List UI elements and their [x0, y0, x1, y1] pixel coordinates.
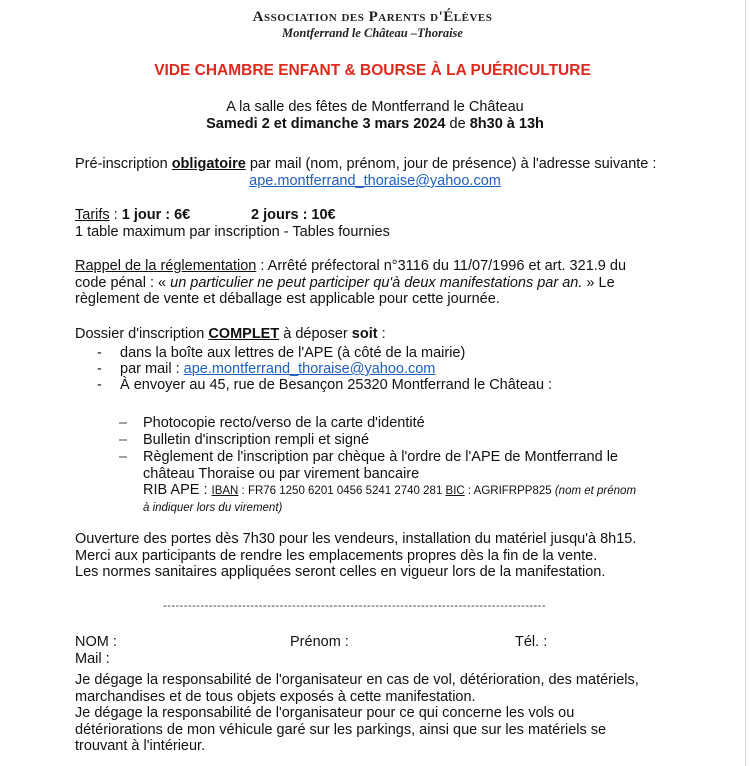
tarif-two-days: 2 jours : 10€: [251, 207, 336, 223]
iban-label: IBAN: [211, 485, 239, 497]
list-item: [120, 361, 435, 377]
rib-note: (nom et prénom: [554, 485, 637, 497]
sublist-dash: –: [119, 449, 128, 465]
decharge-line: Je dégage la responsabilité de l'organisateur en cas de vol, détérioration, des matériels,: [75, 672, 639, 688]
dossier-text2: à déposer: [279, 326, 352, 342]
list-dash: -: [97, 361, 102, 377]
list-item: dans la boîte aux lettres de l'APE (à côté de la mairie): [120, 345, 466, 361]
preinscription-email-row: [0, 173, 750, 189]
nom-field-label: NOM :: [75, 634, 117, 650]
decharge-line: détériorations de mon véhicule garé sur les parkings, ainsi que sur les matériels se: [75, 721, 607, 738]
rappel-label: Rappel de la réglementation: [75, 258, 257, 274]
decharge-line: trouvant à l'intérieur.: [75, 738, 206, 754]
tarifs-row: [75, 207, 675, 224]
date-hours: 8h30 à 13h: [469, 116, 544, 132]
logo-subtitle: Montferrand le Château –Thoraise: [282, 26, 463, 40]
separator-line: --------------------------------------------------------------------------------------------: [163, 600, 547, 612]
rappel-quote: un particulier ne peut participer qu'à deux manifestations par an.: [166, 274, 583, 291]
bic-value: : AGRIFRPP825: [464, 485, 555, 497]
list-dash: -: [97, 345, 102, 361]
rappel-text3: » Le: [582, 274, 615, 291]
list-item-label: par mail :: [120, 361, 184, 377]
mail-field-label: Mail :: [75, 651, 110, 667]
date-days: Samedi 2 et dimanche 3 mars 2024: [206, 116, 446, 132]
rappel-text1: : Arrêté préfectoral n°3116 du 11/07/1996 et art. 321.9 du: [256, 258, 627, 274]
iban-value: : FR76 1250 6201 0456 5241 2740 281: [238, 485, 446, 497]
tarifs-note: 1 table maximum par inscription - Tables fournies: [75, 224, 390, 240]
rappel-paragraph: [75, 258, 675, 308]
dossier-heading: [75, 326, 675, 343]
form-row: [75, 634, 675, 651]
sublist-dash: –: [119, 415, 128, 431]
dossier-text1: Dossier d'inscription: [75, 326, 209, 342]
sublist-item-line2: château Thoraise ou par virement bancaire: [143, 465, 420, 482]
ouverture-line: Ouverture des portes dès 7h30 pour les vendeurs, installation du matériel jusqu'à 8h15.: [75, 531, 637, 547]
venue: A la salle des fêtes de Montferrand le Château: [226, 99, 524, 115]
sublist-item-line1: Règlement de l'inscription par chèque à l'ordre de l'APE de Montferrand le: [143, 449, 618, 465]
date-de: de: [449, 116, 466, 132]
decharge-line: marchandises et de tous objets exposés à cette manifestation.: [75, 688, 476, 705]
dossier-text3: :: [377, 326, 386, 342]
tarifs-separator: :: [109, 207, 122, 223]
rappel-text2: code pénal : «: [75, 274, 167, 291]
ouverture-paragraph: [75, 531, 675, 581]
ouverture-line: Les normes sanitaires appliquées seront celles en vigueur lors de la manifestation.: [75, 564, 606, 580]
preinscription-label: Pré-inscription: [75, 156, 168, 172]
dossier-complet: COMPLET: [208, 326, 280, 342]
ouverture-line: Merci aux participants de rendre les emplacements propres dès la fin de la vente.: [75, 547, 598, 564]
rib-note-continued: à indiquer lors du virement): [143, 501, 283, 514]
sublist-item: [143, 449, 703, 516]
dossier-email-link[interactable]: ape.montferrand_thoraise@yahoo.com: [183, 361, 436, 377]
bic-label: BIC: [445, 485, 465, 497]
preinscription-details: par mail (nom, prénom, jour de présence) à l'adresse suivante :: [249, 156, 657, 172]
rib-colon: :: [199, 482, 212, 498]
sublist-item: Bulletin d'inscription rempli et signé: [143, 432, 370, 448]
decharge-line: Je dégage la responsabilité de l'organisateur pour ce qui concerne les vols ou: [75, 705, 575, 721]
rib-label: RIB APE: [143, 482, 200, 498]
sublist-item: Photocopie recto/verso de la carte d'identité: [143, 415, 425, 431]
obligatoire: obligatoire: [171, 156, 246, 172]
tarif-one-day: 1 jour : 6€: [121, 207, 191, 223]
event-date: [0, 116, 750, 132]
rib-line: [143, 482, 703, 500]
prenom-field-label: Prénom :: [290, 634, 349, 650]
preinscription-text: [75, 156, 675, 173]
list-item: À envoyer au 45, rue de Besançon 25320 Montferrand le Château :: [120, 377, 553, 393]
list-dash: -: [97, 377, 102, 393]
tarifs-label: Tarifs: [75, 207, 110, 223]
sublist-dash: –: [119, 432, 128, 448]
logo-association: Association des Parents d'Élèves: [252, 9, 493, 25]
dossier-soit: soit: [351, 326, 378, 342]
decharge-paragraph: [75, 672, 675, 755]
preinscription-email-link[interactable]: ape.montferrand_thoraise@yahoo.com: [249, 173, 501, 189]
tel-field-label: Tél. :: [515, 634, 548, 650]
page-title: VIDE CHAMBRE ENFANT & BOURSE À LA PUÉRICULTURE: [154, 62, 591, 79]
rappel-text4: règlement de vente et déballage est applicable pour cette journée.: [75, 291, 500, 307]
